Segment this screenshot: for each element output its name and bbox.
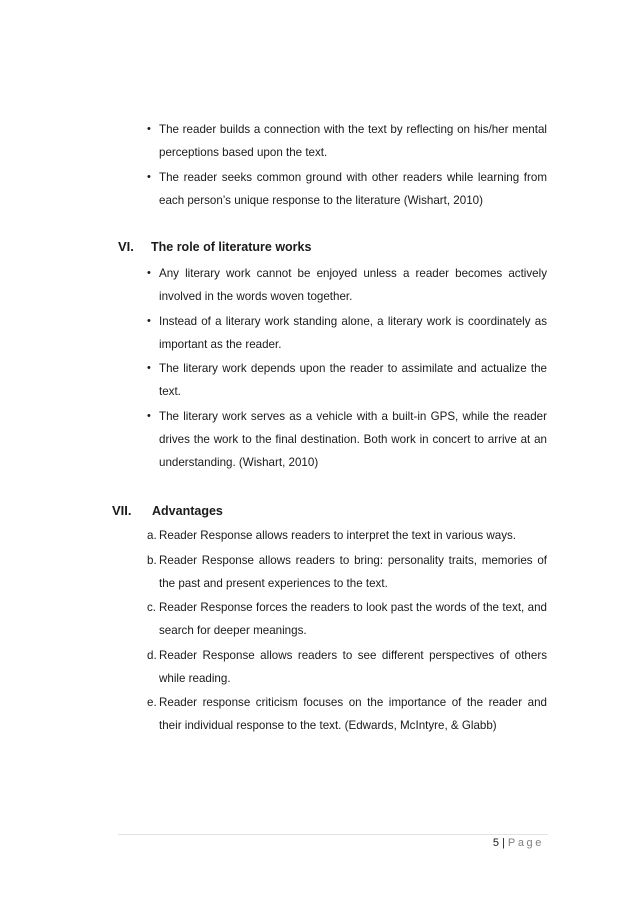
list-item (147, 549, 547, 595)
list-item-text: The reader seeks common ground with other readers while learning from each person’s unique response to the literature (Wishart, 2010) (159, 170, 547, 207)
bullet-icon: • (147, 123, 151, 135)
section-number: VII. (112, 503, 132, 518)
list-marker: e. (147, 696, 157, 709)
list-item-text: Reader Response allows readers to interpret the text in various ways. (159, 529, 517, 542)
footer-separator: | (502, 837, 505, 849)
page-number: 5 (492, 837, 500, 849)
bullet-icon: • (147, 409, 151, 422)
list-marker: b. (147, 553, 157, 567)
footer-divider (118, 834, 548, 835)
section-vi-bullet-list (147, 262, 547, 475)
list-item (147, 644, 547, 690)
list-item-text: Instead of a literary work standing alone, a literary work is coordinately as important as the reader. (159, 314, 547, 351)
list-marker: a. (147, 529, 157, 542)
list-item (147, 691, 547, 737)
list-item-text: Reader Response allows readers to see different perspectives of others while reading. (159, 648, 547, 685)
bullet-icon: • (147, 314, 151, 327)
page-label: Page (507, 837, 544, 849)
list-item-text: The literary work depends upon the reader to assimilate and actualize the text. (159, 362, 547, 398)
section-title: The role of literature works (151, 240, 312, 254)
page-footer (493, 835, 544, 851)
list-item (147, 262, 547, 308)
list-marker: c. (147, 601, 157, 614)
list-item-text: Reader Response forces the readers to look past the words of the text, and search for deeper meanings. (159, 601, 547, 637)
list-item-text: The reader builds a connection with the text by reflecting on his/her mental perceptions based upon the text. (159, 123, 547, 159)
list-item (147, 166, 547, 212)
list-item (147, 357, 547, 403)
list-item (147, 118, 547, 164)
list-item-text: Any literary work cannot be enjoyed unless a reader becomes actively involved in the words woven together. (159, 267, 547, 303)
list-item (147, 524, 547, 547)
list-item-text: The literary work serves as a vehicle with a built-in GPS, while the reader drives the work to the final destination. Both work in concert to arrive at an understanding. (Wishart, 2010) (159, 409, 547, 469)
section-title: Advantages (152, 504, 223, 518)
list-item-text: Reader response criticism focuses on the importance of the reader and their individual response to the text. (Edwards, McIntyre, & Glabb) (159, 696, 547, 732)
list-item-text: Reader Response allows readers to bring: personality traits, memories of the past and present experiences to the text. (159, 553, 547, 590)
section-vii-lettered-list (147, 524, 547, 739)
intro-bullet-list (147, 118, 547, 213)
bullet-icon: • (147, 362, 151, 374)
bullet-icon: • (147, 170, 151, 183)
bullet-icon: • (147, 267, 151, 279)
list-item (147, 310, 547, 356)
list-item (147, 405, 547, 474)
list-marker: d. (147, 648, 157, 662)
list-item (147, 596, 547, 642)
section-number: VI. (118, 239, 134, 254)
